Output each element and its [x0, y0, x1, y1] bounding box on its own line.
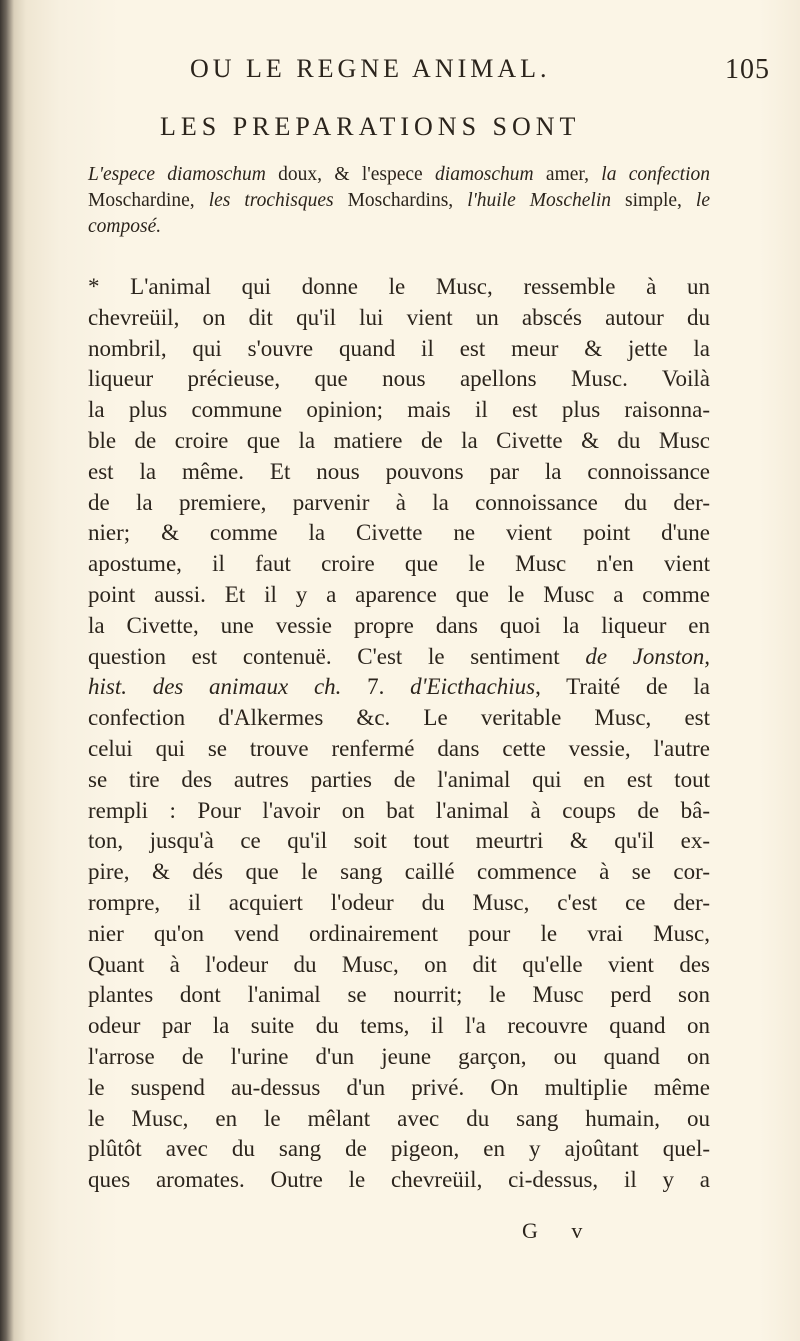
text-run: Quant à l'odeur du Musc, on dit qu'elle vient des: [88, 951, 710, 977]
text-line: [88, 364, 710, 395]
text-run: celui qui se trouve renfermé dans cette vessie, l'autre: [88, 735, 710, 761]
preparation-text-run: les trochisques: [208, 190, 334, 211]
text-run: rempli : Pour l'avoir on bat l'animal à coups de bâ-: [88, 797, 710, 823]
text-line: [88, 703, 710, 734]
text-run: apostume, il faut croire que le Musc n'en vient: [88, 551, 710, 577]
text-line: [88, 919, 710, 950]
text-line: [88, 857, 710, 888]
text-run: d'Eicthachius: [410, 674, 536, 700]
text-line: [88, 457, 710, 488]
text-line: [88, 796, 710, 827]
text-run: la plus commune opinion; mais il est plus raisonna-: [88, 397, 710, 423]
text-run: se tire des autres parties de l'animal qui en est tout: [88, 766, 710, 792]
text-run: la Civette, une vessie propre dans quoi la liqueur en: [88, 612, 710, 638]
text-run: liqueur précieuse, que nous apellons Musc. Voilà: [88, 366, 710, 392]
text-line: [88, 826, 710, 857]
text-line: [88, 1073, 710, 1104]
text-line: [88, 303, 710, 334]
text-run: nier; & comme la Civette ne vient point d'une: [88, 520, 710, 546]
text-line: [88, 272, 710, 303]
text-run: nombril, qui s'ouvre quand il est meur & jette la: [88, 335, 710, 361]
text-line: [88, 1042, 710, 1073]
text-run: plantes dont l'animal se nourrit; le Musc perd son: [88, 982, 710, 1008]
text-run: hist. des animaux ch.: [88, 674, 342, 700]
preparation-text-run: diamoschum: [435, 164, 534, 185]
text-run: de Jonston,: [585, 643, 710, 669]
text-run: l'arrose de l'urine d'un jeune garçon, ou quand on: [88, 1043, 710, 1069]
text-line: [88, 1134, 710, 1165]
text-line: [88, 334, 710, 365]
preparation-text-run: simple,: [611, 190, 696, 211]
text-run: est la même. Et nous pouvons par la connoissance: [88, 458, 710, 484]
preparation-text-run: Moschardins,: [333, 190, 468, 211]
text-line: [88, 611, 710, 642]
text-line: [88, 888, 710, 919]
text-run: * L'animal qui donne le Musc, ressemble à un: [88, 274, 710, 299]
text-run: le suspend au-dessus d'un privé. On multiplie même: [88, 1074, 710, 1100]
text-line: [88, 426, 710, 457]
text-line: [88, 1104, 710, 1135]
text-line: [88, 672, 710, 703]
text-line: [88, 734, 710, 765]
body-paragraph: [88, 272, 710, 1196]
text-run: chevreüil, on dit qu'il lui vient un abscés autour du: [88, 304, 710, 330]
preparation-text-run: l'huile Moschelin: [467, 190, 612, 211]
text-line: [88, 488, 710, 519]
preparation-text-run: amer,: [533, 164, 602, 185]
text-line: [88, 395, 710, 426]
signature-mark: G v: [522, 1218, 597, 1243]
page-header: [190, 50, 770, 90]
text-run: nier qu'on vend ordinairement pour le vrai Musc,: [88, 920, 710, 946]
text-line: [88, 1165, 710, 1196]
text-line: [88, 980, 710, 1011]
preparations-list: [88, 162, 710, 240]
text-line: [88, 642, 710, 673]
text-run: rompre, il acquiert l'odeur du Musc, c'est ce der-: [88, 889, 710, 915]
text-run: 7.: [341, 674, 411, 700]
text-run: ton, jusqu'à ce qu'il soit tout meurtri & qu'il ex-: [88, 828, 710, 854]
preparation-text-run: Moschardine,: [88, 190, 209, 211]
preparation-text-run: doux, & l'espece: [265, 164, 436, 185]
text-line: [88, 580, 710, 611]
running-title: OU LE REGNE ANIMAL.: [190, 54, 551, 83]
text-run: pire, & dés que le sang caillé commence à se cor-: [88, 859, 710, 885]
text-run: confection d'Alkermes &c. Le veritable Musc, est: [88, 705, 710, 731]
text-run: odeur par la suite du tems, il l'a recouvre quand on: [88, 1013, 710, 1039]
text-run: le Musc, en le mêlant avec du sang humain, ou: [88, 1105, 710, 1131]
preparation-text-run: la confection: [601, 164, 710, 185]
preparation-text-run: L'espece diamoschum: [88, 164, 266, 185]
text-run: ble de croire que la matiere de la Civette & du Musc: [88, 427, 710, 453]
text-run: question est contenuë. C'est le sentiment: [88, 643, 586, 669]
section-heading: LES PREPARATIONS SONT: [160, 112, 581, 141]
text-run: point aussi. Et il y a aparence que le Musc a comme: [88, 581, 710, 607]
text-line: [88, 1011, 710, 1042]
text-run: , Traité de la: [535, 674, 710, 700]
page-number: 105: [725, 54, 770, 85]
text-run: ques aromates. Outre le chevreüil, ci-dessus, il y a: [88, 1167, 710, 1193]
preparation-text-run: le composé.: [88, 190, 710, 237]
text-line: [88, 950, 710, 981]
text-line: [88, 549, 710, 580]
text-run: de la premiere, parvenir à la connoissance du der-: [88, 489, 710, 515]
text-run: plûtôt avec du sang de pigeon, en y ajoûtant quel-: [88, 1136, 710, 1162]
text-line: [88, 765, 710, 796]
text-line: [88, 518, 710, 549]
